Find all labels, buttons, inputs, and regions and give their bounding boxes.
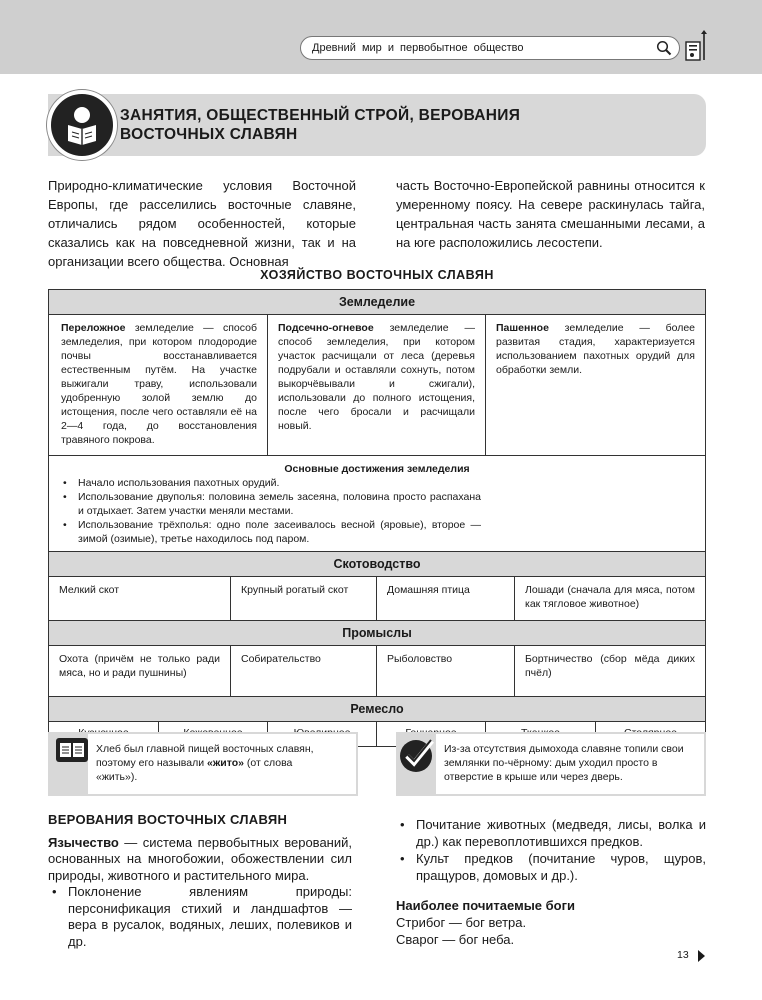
paganism-definition: Язычество — система первобытных верований, основанных на многобожии, обожествлении сил природы, животного и растительного мира. [48,834,352,883]
note-bread [48,732,358,796]
trade-item: Рыболовство [377,646,515,696]
page-title: ЗАНЯТИЯ, ОБЩЕСТВЕННЫЙ СТРОЙ, ВЕРОВАНИЯ ВОСТОЧНЫХ СЛАВЯН [120,107,521,143]
agri-type-arable: Пашенное земледелие — более развитая стадия, характеризуется использованием пахотных орудий для обработки земли. [496,322,695,376]
band-trades: Промыслы [49,621,705,646]
agriculture-achievements [49,456,705,552]
section-path: Древний мир и первобытное общество [312,42,524,54]
section-header [48,94,706,156]
beliefs-title: ВЕРОВАНИЯ ВОСТОЧНЫХ СЛАВЯН [48,812,288,827]
reader-icon [47,90,117,160]
list-item: • Использование двуполья: половина земель засеяна, половина просто распахана и отдыхает. Затем участки меняли местами. [61,490,481,518]
agri-type-fallow: Переложное земледелие — способ земледелия, при котором плодородие почвы восстанавливается естественным путём. На участке выжигали траву, использовали удобренную золой землю до истощения, после чего оставляли её на 2—4 года, до восстановления травяного покрова. [49,315,268,455]
agri-type-slash-burn: Подсечно-огневое земледелие — способ земледелия, при котором участок расчищали от леса (деревья подрубали и оставляли сохнуть, потом выкорчёвывали и сжигали), использовали до полного истощения, после чего бросали и расчищали новый. [268,315,486,455]
trade-item: Охота (причём не только ради мяса, но и ради пушнины) [49,646,231,696]
cattle-item: Лошади (сначала для мяса, потом как тягловое животное) [525,584,695,610]
economy-title: ХОЗЯЙСТВО ВОСТОЧНЫХ СЛАВЯН [260,268,494,282]
section-search-box[interactable] [300,36,680,60]
god-item: Стрибог — бог ветра. [396,915,527,930]
page-number: 13 [677,949,689,961]
note-bread-text: Хлеб был главной пищей восточных славян, поэтому его называли «жито» (от слова «жить»). [96,742,336,784]
list-item: • Начало использования пахотных орудий. [61,476,481,490]
list-item: • Почитание животных (медведя, лисы, волка и др.) как перевоплотившихся предков. [396,816,706,850]
trade-item: Собирательство [231,646,377,696]
list-item: • Поклонение явлениям природы: персонификация стихий и ландшафтов — вера в русалок, водяных, леших, полевиков и др. [48,884,352,950]
book-logo-icon [684,30,710,67]
beliefs-left [48,812,352,950]
top-bar [0,0,762,74]
trade-item: Бортничество (сбор мёда диких пчёл) [525,653,695,679]
cattle-item: Мелкий скот [49,577,231,620]
band-cattle: Скотоводство [49,552,705,577]
next-page-arrow-icon[interactable] [698,950,705,962]
intro-right: часть Восточно-Европейской равнины относится к умеренному поясу. На севере раскинулась тайга, центральная часть занята смешанными лесами, а на юге расположились лесостепи. [396,178,705,250]
gods-title: Наиболее почитаемые боги [396,898,576,913]
economy-table [48,289,706,747]
open-book-icon [56,738,88,767]
band-agriculture: Земледелие [49,290,705,315]
cattle-item: Крупный рогатый скот [231,577,377,620]
list-item: • Культ предков (почитание чуров, щуров, пращуров, домовых и др.). [396,850,706,884]
trades-row [49,646,705,697]
list-item: • Использование трёхполья: одно поле засеивалось весной (яровые), второе — зимой (озимые), третье находилось под паром. [61,518,481,546]
checkmark-icon [398,736,436,779]
band-crafts: Ремесло [49,697,705,722]
cattle-item: Домашняя птица [377,577,515,620]
agriculture-types-row [49,315,705,456]
cattle-row [49,577,705,621]
note-dugout [396,732,706,796]
magnifier-icon[interactable] [656,40,672,64]
beliefs-right [396,816,706,948]
intro-left: Природно-климатические условия Восточной Европы, где расселились восточные славяне, отличались рядом особенностей, которые сказались как на повседневной жизни, так и на организации всего общества. Основная [48,178,356,269]
god-item: Сварог — бог неба. [396,932,515,947]
note-dugout-text: Из-за отсутствия дымохода славяне топили свои землянки по-чёрному: дым уходил просто в отверстие в крыше или через дверь. [444,742,694,784]
achievements-title: Основные достижения земледелия [284,463,470,475]
